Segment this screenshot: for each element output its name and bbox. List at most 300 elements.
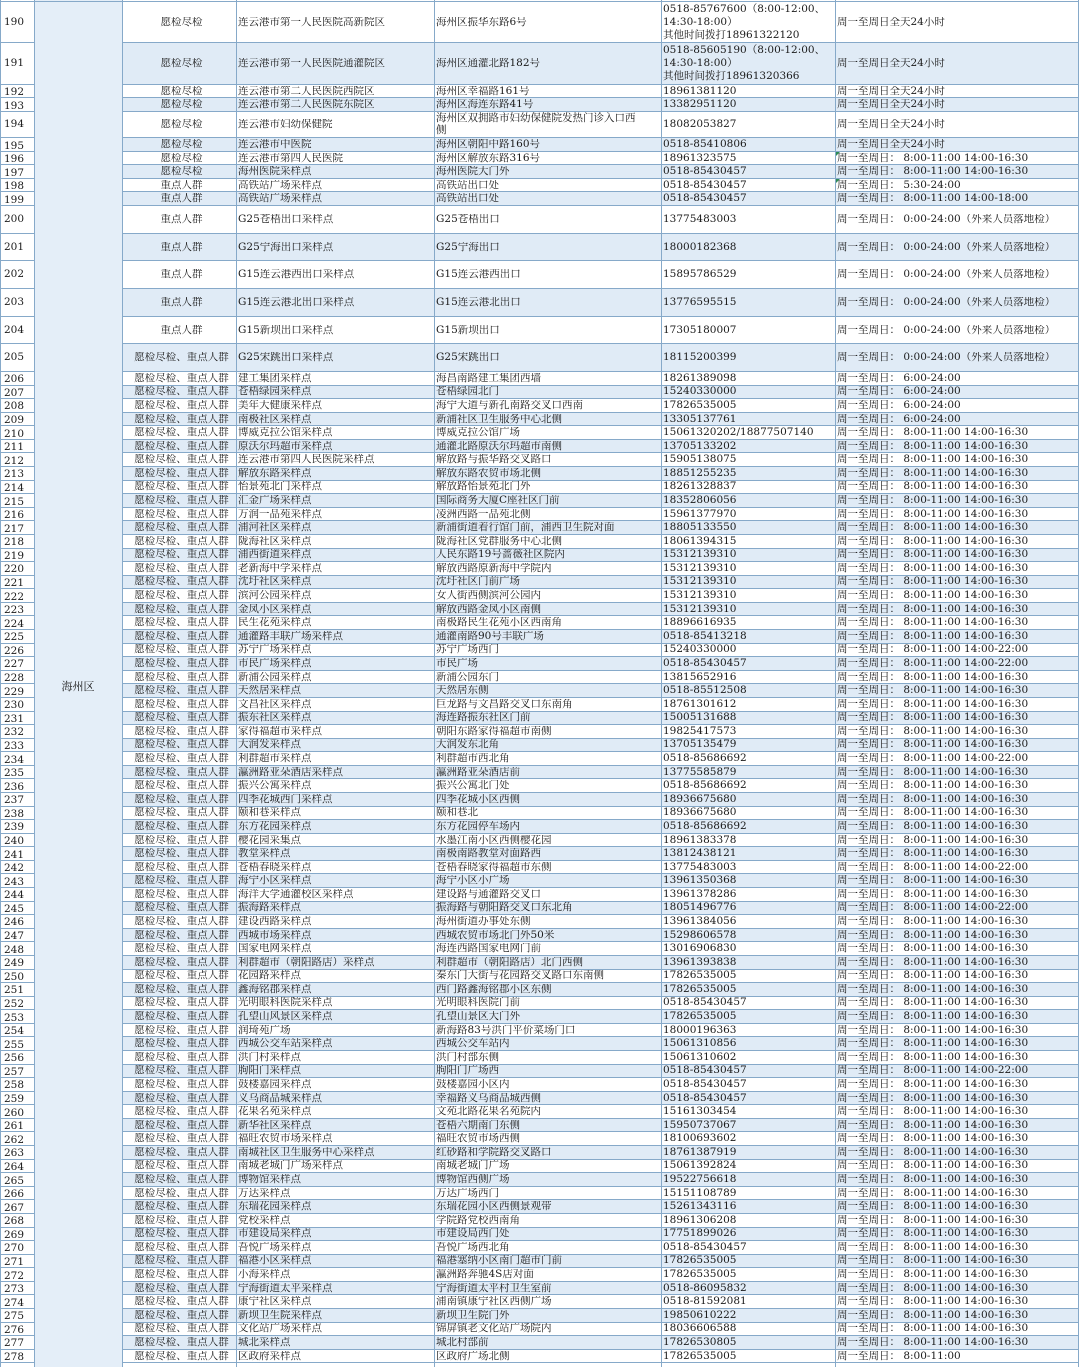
cell-row-number: 254 (3, 1026, 25, 1037)
cell-phone: 18961383378 (663, 834, 737, 845)
cell-address: 通灌北路原沃尔玛超市南侧 (436, 440, 562, 452)
cell-category: 愿检尽检、重点人群 (134, 807, 229, 818)
grid-line (0, 1349, 34, 1350)
grid-line (0, 260, 34, 261)
cell-site-name: 花园路采样点 (238, 970, 301, 981)
cell-site-name: G15连云港北出口采样点 (238, 297, 355, 308)
grid-line (122, 425, 1078, 426)
grid-line (0, 1322, 34, 1323)
grid-line (122, 1362, 1078, 1363)
cell-address: 文苑北路花果名苑院内 (436, 1106, 541, 1117)
cell-hours: 周一至周日： 8:00-11:00 14:00-16:30 (837, 1187, 1029, 1199)
grid-line (0, 1227, 34, 1228)
cell-phone: 18036606588 (663, 1323, 737, 1334)
cell-row-number: 256 (3, 1053, 25, 1064)
cell-row-number: 237 (3, 795, 25, 806)
grid-line (0, 1091, 34, 1092)
cell-hours: 周一至周日： 8:00-11:00 14:00-16:30 (837, 1160, 1029, 1171)
cell-row-number: 234 (3, 754, 25, 766)
cell-address: 解放路与振华路交叉路口 (436, 454, 552, 465)
cell-row-number: 249 (3, 958, 25, 969)
cell-address: 海州区解放东路316号 (436, 152, 541, 163)
cell-address: 东方花园停车场内 (436, 820, 520, 832)
cell-address: 万达广场西门 (436, 1187, 499, 1199)
cell-site-name: 振兴公寓采样点 (238, 780, 312, 791)
grid-line (122, 42, 1078, 43)
cell-hours: 周一至周日： 5:30-24:00 (837, 179, 961, 190)
cell-category: 愿检尽检、重点人群 (134, 1024, 229, 1036)
cell-row-number: 247 (3, 931, 25, 942)
cell-hours: 周一至周日： 6:00-24:00 (837, 413, 961, 425)
grid-line (0, 480, 34, 481)
cell-hours: 周一至周日： 8:00-11:00 14:00-16:30 (837, 970, 1029, 981)
cell-row-number: 258 (3, 1080, 25, 1091)
cell-hours: 周一至周日： 0:00-24:00（外来人员落地检） (837, 324, 1056, 335)
cell-hours: 周一至周日： 8:00-11:00 14:00-16:30 (837, 1241, 1029, 1253)
cell-address: G15连云港西出口 (436, 269, 521, 280)
cell-row-number: 276 (3, 1324, 25, 1336)
cell-address: 苍梧六期南门东侧 (436, 1119, 520, 1131)
cell-site-name: 家得福超市采样点 (238, 725, 322, 737)
cell-row-number: 265 (3, 1175, 25, 1186)
grid-line (122, 1104, 1078, 1105)
cell-row-number: 206 (3, 374, 25, 385)
cell-address: 振海路与朝阳路交叉口东北角 (436, 902, 573, 913)
cell-category: 愿检尽检、重点人群 (134, 1241, 229, 1253)
cell-site-name: 朐阳门采样点 (238, 1065, 301, 1076)
cell-site-name: 博物馆采样点 (238, 1174, 301, 1185)
cell-address: 吾悦广场西北角 (436, 1241, 510, 1253)
cell-site-name: 连云港市第一人民医院高新院区 (238, 17, 385, 28)
cell-row-number: 207 (3, 387, 25, 399)
cell-phone: 18061394315 (663, 535, 737, 547)
cell-site-name: G25宋跳出口采样点 (238, 352, 334, 363)
cell-hours: 周一至周日： 8:00-11:00 14:00-16:30 (837, 481, 1029, 492)
cell-category: 愿检尽检、重点人群 (134, 739, 229, 750)
cell-site-name: 苍梧春晓采样点 (238, 861, 312, 873)
cell-site-name: 市民广场采样点 (238, 657, 312, 669)
cell-category: 愿检尽检、重点人群 (134, 399, 229, 411)
grid-line (0, 575, 34, 576)
district-label: 海州区 (61, 680, 95, 693)
cell-hours: 周一至周日： 8:00-11:00 14:00-16:30 (837, 1323, 1029, 1334)
cell-row-number: 219 (3, 550, 25, 562)
cell-hours: 周一至周日： 8:00-11:00 14:00-16:30 (837, 427, 1029, 438)
cell-site-name: 教堂采样点 (238, 848, 291, 859)
cell-category: 重点人群 (160, 269, 203, 280)
cell-address: 市民广场 (436, 657, 478, 669)
grid-line (0, 833, 34, 834)
cell-hours: 周一至周日： 8:00-11:00 14:00-16:30 (837, 1228, 1029, 1239)
cell-marker-icon (836, 152, 840, 156)
cell-category: 愿检尽检、重点人群 (134, 522, 229, 533)
cell-address: G25苍梧出口 (436, 214, 500, 225)
cell-hours: 周一至周日： 8:00-11:00 14:00-16:30 (837, 766, 1029, 778)
cell-site-name: 高铁站广场采样点 (238, 179, 322, 190)
cell-site-name: 樱花园采集点 (238, 834, 301, 845)
cell-address: 海州区振华东路6号 (436, 17, 527, 28)
cell-phone: 18936675680 (663, 793, 737, 805)
cell-category: 愿检尽检、重点人群 (134, 915, 229, 927)
cell-address: 海州区双拥路市妇幼保健院发热门诊入口西 侧 (436, 111, 636, 137)
cell-category: 愿检尽检、重点人群 (134, 1051, 229, 1063)
cell-category: 愿检尽检、重点人群 (134, 820, 229, 832)
cell-address: 锦屏镇老文化站广场院内 (436, 1323, 552, 1334)
cell-category: 愿检尽检、重点人群 (134, 970, 229, 981)
grid-line (835, 0, 836, 1367)
cell-address: 鼓楼嘉园小区内 (436, 1078, 510, 1090)
cell-hours: 周一至周日： 8:00-11:00 14:00-16:30 (837, 956, 1029, 968)
cell-phone: 0518-85430457 (663, 997, 747, 1008)
cell-site-name: 大润发采样点 (238, 739, 301, 750)
cell-phone: 18961306208 (663, 1214, 737, 1226)
cell-hours: 周一至周日： 8:00-11:00 14:00-16:30 (837, 1296, 1029, 1307)
cell-category: 愿检尽检、重点人群 (134, 535, 229, 547)
grid-line (122, 683, 1078, 684)
cell-hours: 周一至周日： 8:00-11:00 14:00-16:30 (837, 1309, 1029, 1321)
cell-row-number: 259 (3, 1094, 25, 1105)
cell-site-name: 孔望山风景区采样点 (238, 1011, 333, 1022)
cell-category: 愿检尽检、重点人群 (134, 657, 229, 669)
grid-line (0, 205, 34, 206)
cell-category: 愿检尽检、重点人群 (134, 481, 229, 492)
cell-address: 苏宁广场西门 (436, 644, 499, 655)
cell-address: 海州区朝阳中路160号 (436, 139, 541, 150)
grid-line (122, 778, 1078, 779)
cell-row-number: 231 (3, 713, 25, 725)
cell-site-name: 东瑞花园采样点 (238, 1201, 312, 1212)
cell-phone: 15312139310 (663, 603, 737, 615)
cell-category: 愿检尽检、重点人群 (134, 1011, 229, 1022)
cell-site-name: 西城市场采样点 (238, 929, 312, 941)
cell-category: 愿检尽检、重点人群 (134, 1119, 229, 1131)
cell-address: 新浦社区卫生服务中心北侧 (436, 413, 562, 425)
cell-phone: 15061310856 (663, 1038, 737, 1049)
cell-phone: 18051496776 (663, 902, 737, 913)
cell-site-name: 福旺农贸市场采样点 (238, 1133, 333, 1144)
cell-phone: 0518-85686692 (663, 780, 747, 791)
cell-row-number: 204 (3, 324, 25, 335)
cell-category: 重点人群 (160, 179, 203, 190)
grid-line (661, 0, 662, 1367)
cell-hours: 周一至周日： 8:00-11:00 14:00-16:30 (837, 1106, 1029, 1117)
grid-line (122, 1077, 1078, 1078)
cell-phone: 15298606578 (663, 929, 737, 941)
cell-address: 苍梧春晓家得福超市东侧 (436, 861, 552, 873)
cell-site-name: 沈圩社区采样点 (238, 576, 312, 587)
cell-row-number: 271 (3, 1256, 25, 1268)
cell-hours: 周一至周日： 8:00-11:00 14:00-16:30 (837, 1119, 1029, 1131)
cell-category: 愿检尽检、重点人群 (134, 630, 229, 642)
cell-row-number: 202 (3, 269, 25, 280)
cell-hours: 周一至周日： 8:00-11:00 14:00-16:30 (837, 454, 1029, 465)
cell-address: 高铁站出口处 (436, 179, 499, 190)
cell-hours: 周一至周日： 8:00-11:00 14:00-16:30 (837, 725, 1029, 737)
cell-hours: 周一至周日： 8:00-11:00 14:00-16:30 (837, 929, 1029, 941)
cell-site-name: G15新坝出口采样点 (238, 324, 334, 335)
cell-category: 愿检尽检、重点人群 (134, 875, 229, 886)
cell-site-name: 解放东路采样点 (238, 467, 312, 479)
cell-site-name: 连云港市第二人民医院东院区 (238, 99, 375, 110)
grid-line (0, 765, 34, 766)
cell-category: 重点人群 (160, 241, 203, 252)
cell-site-name: 颐和巷采样点 (238, 807, 301, 818)
grid-line (122, 205, 1078, 206)
cell-hours: 周一至周日： 8:00-11:00 14:00-16:30 (837, 1024, 1029, 1036)
cell-phone: 15240330000 (663, 386, 737, 397)
cell-category: 愿检尽检、重点人群 (134, 902, 229, 913)
cell-hours: 周一至周日： 8:00-11:00 (837, 1350, 961, 1362)
cell-hours: 周一至周日： 8:00-11:00 14:00-16:30 (837, 1078, 1029, 1090)
cell-phone: 18000196363 (663, 1024, 737, 1036)
cell-hours: 周一至周日： 8:00-11:00 14:00-16:30 (837, 685, 1029, 696)
cell-site-name: 东方花园采样点 (238, 820, 312, 832)
cell-category: 愿检尽检、重点人群 (134, 644, 229, 655)
cell-row-number: 197 (3, 167, 25, 178)
cell-category: 愿检尽检、重点人群 (134, 1214, 229, 1226)
cell-row-number: 274 (3, 1297, 25, 1309)
cell-phone: 15151108789 (663, 1187, 737, 1199)
cell-phone: 0518-85430457 (663, 166, 747, 177)
cell-address: 城北村部前 (436, 1336, 489, 1348)
cell-phone: 15312139310 (663, 576, 737, 587)
cell-phone: 0518-85686692 (663, 753, 747, 764)
cell-row-number: 275 (3, 1311, 25, 1322)
cell-category: 愿检尽检、重点人群 (134, 1065, 229, 1076)
cell-address: 福旺农贸市场西侧 (436, 1133, 520, 1144)
cell-row-number: 264 (3, 1161, 25, 1173)
cell-row-number: 216 (3, 510, 25, 521)
cell-hours: 周一至周日： 8:00-11:00 14:00-16:30 (837, 848, 1029, 859)
cell-phone: 19522756618 (663, 1174, 737, 1185)
cell-phone: 13305137761 (663, 413, 737, 425)
cell-address: 国际商务大厦C座社区门前 (436, 495, 560, 506)
grid-line (122, 1267, 1078, 1268)
cell-phone: 18851255235 (663, 467, 737, 479)
cell-hours: 周一至周日： 8:00-11:00 14:00-16:30 (837, 603, 1029, 615)
grid-line (122, 398, 1078, 399)
cell-category: 愿检尽检 (160, 99, 203, 110)
cell-phone: 0518-85430457 (663, 1065, 747, 1076)
cell-phone: 18115200399 (663, 352, 737, 363)
cell-phone: 18961323575 (663, 152, 737, 163)
cell-hours: 周一至周日： 0:00-24:00（外来人员落地检） (837, 297, 1056, 308)
cell-category: 愿检尽检 (160, 85, 203, 96)
cell-hours: 周一至周日： 8:00-11:00 14:00-16:30 (837, 1336, 1029, 1348)
cell-site-name: 高铁站广场采样点 (238, 193, 322, 204)
cell-row-number: 270 (3, 1243, 25, 1254)
grid-line (122, 615, 1078, 616)
cell-row-number: 269 (3, 1229, 25, 1241)
cell-phone: 17826535005 (663, 1350, 737, 1362)
cell-phone: 0518-85413218 (663, 630, 747, 642)
cell-address: 东瑞花园小区西侧景观带 (436, 1201, 552, 1212)
cell-site-name: 通灌路丰联广场采样点 (238, 630, 343, 642)
grid-line (0, 385, 34, 386)
cell-hours: 周一至周日全天24小时 (837, 119, 945, 130)
cell-category: 愿检尽检、重点人群 (134, 888, 229, 900)
grid-line (0, 1186, 34, 1187)
cell-row-number: 245 (3, 903, 25, 915)
cell-address: 海昌南路建工集团西墙 (436, 372, 541, 384)
cell-address: 博威克拉公馆广场 (436, 427, 520, 438)
cell-site-name: 海宁小区采样点 (238, 875, 312, 886)
cell-phone: 0518-85430457 (663, 193, 747, 204)
grid-line (0, 316, 34, 317)
grid-line (122, 846, 1078, 847)
cell-address: 巨龙路与文昌路交叉口东南角 (436, 698, 573, 710)
cell-hours: 周一至周日： 8:00-11:00 14:00-16:30 (837, 617, 1029, 628)
cell-row-number: 205 (3, 352, 25, 363)
cell-row-number: 248 (3, 944, 25, 956)
cell-category: 愿检尽检、重点人群 (134, 427, 229, 438)
cell-address: 海连路振东社区门前 (436, 712, 531, 723)
cell-category: 愿检尽检 (160, 152, 203, 163)
cell-phone: 17826535005 (663, 1255, 737, 1266)
cell-site-name: 新华社区采样点 (238, 1119, 312, 1131)
cell-row-number: 198 (3, 181, 25, 192)
cell-site-name: 滨河公园采样点 (238, 590, 312, 601)
cell-row-number: 272 (3, 1270, 25, 1282)
cell-category: 愿检尽检、重点人群 (134, 1323, 229, 1334)
cell-address: 瀛洲路亚朵酒店前 (436, 766, 520, 778)
cell-hours: 周一至周日： 8:00-11:00 14:00-16:30 (837, 997, 1029, 1008)
cell-hours: 周一至周日： 8:00-11:00 14:00-16:30 (837, 1174, 1029, 1185)
cell-row-number: 213 (3, 469, 25, 480)
cell-hours: 周一至周日： 8:00-11:00 14:00-16:30 (837, 1201, 1029, 1212)
cell-hours: 周一至周日： 8:00-11:00 14:00-16:30 (837, 166, 1029, 177)
cell-site-name: 吾悦广场采样点 (238, 1241, 312, 1253)
grid-line (0, 1064, 34, 1065)
cell-category: 愿检尽检、重点人群 (134, 508, 229, 520)
cell-address: 福港塞纳小区南门超市门前 (436, 1255, 562, 1266)
grid-line (122, 588, 1078, 589)
cell-row-number: 273 (3, 1284, 25, 1295)
cell-phone: 0518-81592081 (663, 1296, 747, 1307)
cell-row-number: 227 (3, 659, 25, 670)
cell-category: 愿检尽检、重点人群 (134, 1160, 229, 1171)
cell-category: 愿检尽检、重点人群 (134, 983, 229, 995)
cell-address: 南极南路教堂对面路西 (436, 848, 541, 859)
grid-line (122, 260, 1078, 261)
cell-address: 光明眼科医院门前 (436, 997, 520, 1008)
cell-site-name: 义乌商品城采样点 (238, 1092, 322, 1104)
cell-hours: 周一至周日： 8:00-11:00 14:00-16:30 (837, 888, 1029, 900)
cell-site-name: 利群超市（朝阳路店）采样点 (238, 956, 375, 968)
cell-address: 苍梧绿园北门 (436, 386, 499, 397)
cell-site-name: 陇海社区采样点 (238, 535, 312, 547)
cell-hours: 周一至周日： 0:00-24:00（外来人员落地检） (837, 214, 1056, 225)
cell-row-number: 241 (3, 849, 25, 861)
grid-line (0, 137, 34, 138)
grid-line (122, 233, 1078, 234)
cell-site-name: 万润一品苑采样点 (238, 508, 322, 520)
grid-line (122, 164, 1078, 165)
cell-hours: 周一至周日全天24小时 (837, 99, 945, 110)
cell-row-number: 229 (3, 686, 25, 698)
cell-site-name: 苏宁广场采样点 (238, 644, 312, 655)
cell-row-number: 235 (3, 768, 25, 779)
cell-row-number: 253 (3, 1012, 25, 1024)
cell-row-number: 210 (3, 428, 25, 440)
cell-category: 愿检尽检、重点人群 (134, 1078, 229, 1090)
cell-category: 愿检尽检、重点人群 (134, 1350, 229, 1362)
cell-phone: 0518-85686692 (663, 820, 747, 832)
cell-row-number: 236 (3, 781, 25, 793)
cell-address: 建设路与通灌路交叉口 (436, 888, 541, 900)
cell-category: 愿检尽检、重点人群 (134, 834, 229, 845)
cell-row-number: 209 (3, 415, 25, 426)
cell-address: 幸福路义乌商品城西侧 (436, 1092, 541, 1104)
cell-hours: 周一至周日： 8:00-11:00 14:00-16:30 (837, 834, 1029, 845)
cell-phone: 18896616935 (663, 617, 737, 628)
grid-line (122, 520, 1078, 521)
cell-hours: 周一至周日： 0:00-24:00（外来人员落地检） (837, 241, 1056, 252)
cell-row-number: 251 (3, 985, 25, 996)
grid-line (122, 914, 1078, 915)
cell-category: 愿检尽检、重点人群 (134, 352, 229, 363)
cell-site-name: 光明眼科医院采样点 (238, 997, 333, 1008)
grid-line (122, 191, 1078, 192)
cell-site-name: 南极社区采样点 (238, 413, 312, 425)
cell-row-number: 240 (3, 836, 25, 847)
cell-site-name: 连云港市第二人民医院西院区 (238, 85, 375, 96)
cell-phone: 13812438121 (663, 848, 737, 859)
cell-category: 愿检尽检 (160, 17, 203, 28)
cell-hours: 周一至周日： 8:00-11:00 14:00-16:30 (837, 562, 1029, 574)
cell-address: 洪门村部东侧 (436, 1051, 499, 1063)
grid-line (0, 1281, 34, 1282)
cell-address: 海宁大道与新孔南路交叉口西南 (436, 399, 583, 411)
cell-row-number: 222 (3, 591, 25, 603)
cell-phone: 19825417573 (663, 725, 737, 737)
cell-phone: 18000182368 (663, 241, 737, 252)
cell-phone: 0518-85430457 (663, 657, 747, 669)
cell-phone: 15895786529 (663, 269, 737, 280)
cell-category: 愿检尽检、重点人群 (134, 467, 229, 479)
cell-hours: 周一至周日： 6:00-24:00 (837, 372, 961, 384)
cell-phone: 18761387919 (663, 1146, 737, 1158)
cell-category: 愿检尽检、重点人群 (134, 766, 229, 778)
cell-row-number: 193 (3, 100, 25, 111)
grid-line (0, 1159, 34, 1160)
grid-line (34, 0, 35, 1367)
cell-phone: 13815652916 (663, 671, 737, 683)
cell-site-name: 振海路采样点 (238, 902, 301, 913)
cell-phone: 15312139310 (663, 562, 737, 574)
cell-hours: 周一至周日： 8:00-11:00 14:00-16:30 (837, 522, 1029, 533)
cell-category: 重点人群 (160, 193, 203, 204)
cell-phone: 0518-85430457 (663, 1078, 747, 1090)
grid-line (122, 941, 1078, 942)
cell-address: 海州区幸福路161号 (436, 85, 530, 96)
cell-category: 愿检尽检、重点人群 (134, 1092, 229, 1104)
cell-category: 愿检尽检、重点人群 (134, 590, 229, 601)
cell-hours: 周一至周日： 8:00-11:00 14:00-16:30 (837, 943, 1029, 954)
cell-site-name: 海洋大学通灌校区采样点 (238, 888, 354, 900)
grid-line (122, 343, 1078, 344)
cell-row-number: 223 (3, 605, 25, 616)
cell-address: 海宁小区小广场 (436, 875, 510, 886)
cell-category: 愿检尽检、重点人群 (134, 1106, 229, 1117)
cell-address: 沈圩社区门前广场 (436, 576, 520, 587)
cell-phone: 15950737067 (663, 1119, 737, 1131)
cell-row-number: 214 (3, 482, 25, 494)
cell-address: 颐和巷北 (436, 807, 478, 818)
cell-hours: 周一至周日： 8:00-11:00 14:00-16:30 (837, 875, 1029, 886)
cell-row-number: 257 (3, 1066, 25, 1078)
cell-site-name: 康宁社区采样点 (238, 1296, 312, 1307)
